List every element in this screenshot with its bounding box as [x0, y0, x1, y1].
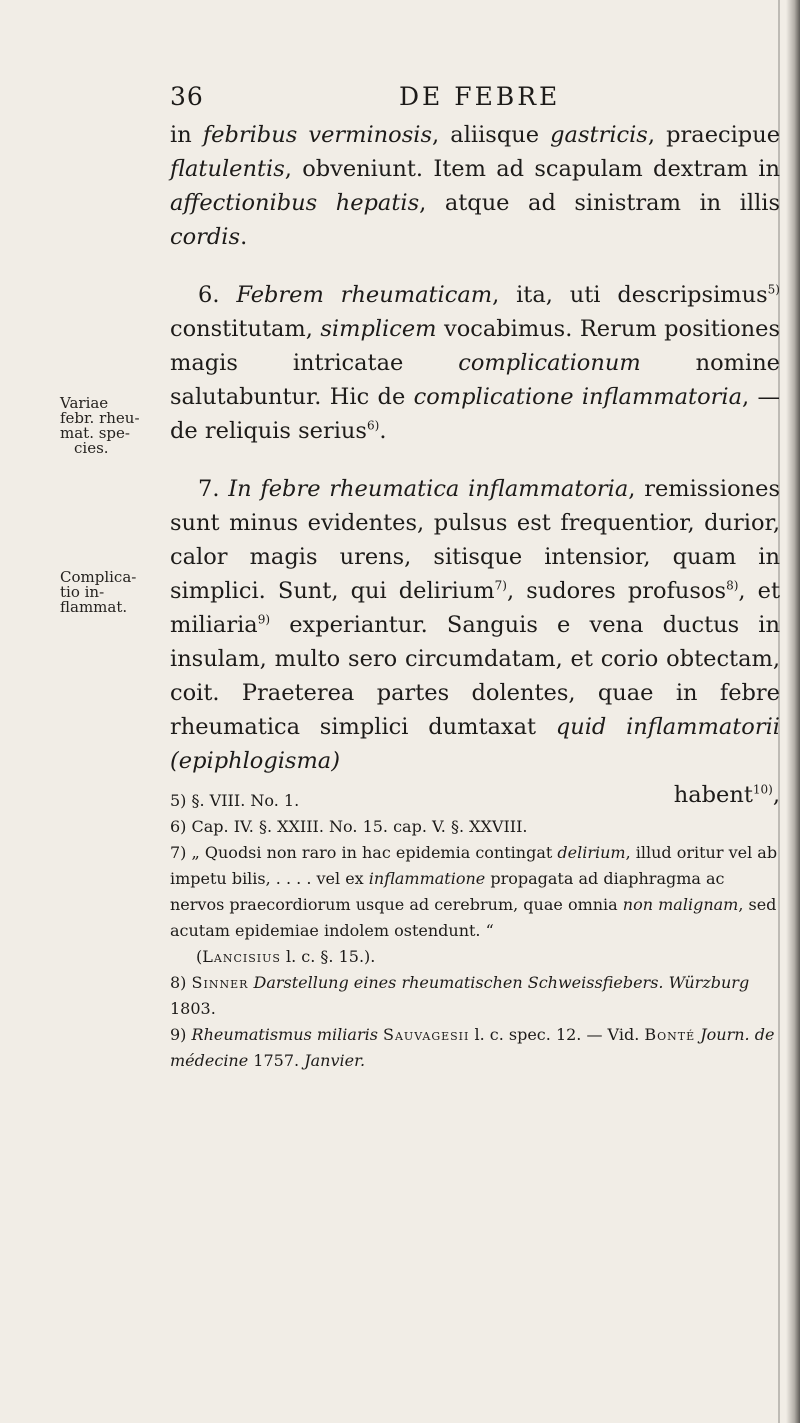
footnote-ref: 6) — [366, 418, 380, 433]
margin-note-line: tio in- — [60, 583, 105, 601]
footnote-5: 5) §. VIII. No. 1. — [170, 791, 300, 810]
footnotes — [170, 788, 780, 1074]
footnote-7: 7) „ Quodsi non raro in hac epidemia contingat delirium, illud oritur vel ab impetu bilis, . . . . vel ex inflammatione propagata ad diaphragma ac nervos praecordiorum usque ad cerebrum, quae omnia non malignam, sed acutam epidemiae indolem ostendunt. “ — [170, 843, 778, 940]
page-number: 36 — [170, 82, 204, 111]
page-header — [0, 82, 800, 122]
footnote-ref: 9) — [257, 612, 271, 627]
footnote-ref: 7) — [494, 578, 507, 593]
footnote-8: 8) Sinner Darstellung eines rheumatischen Schweissfiebers. Würzburg 1803. — [170, 973, 750, 1018]
page-edge-shadow — [786, 0, 800, 1423]
running-title: DE FEBRE — [399, 82, 561, 111]
margin-note-line: flammat. — [60, 598, 128, 616]
margin-note-line: mat. spe- — [60, 424, 130, 442]
footnote-ref: 10) — [752, 782, 773, 797]
section-number: 6. — [198, 282, 237, 308]
margin-note-line: febr. rheu- — [60, 409, 140, 427]
paragraph-section-6: 6. Febrem rheumaticam, ita, uti descripsimus$^{5)}$ constitutam, simplicem vocabimus. Rerum positiones magis intricatae complicationum nomine salutabuntur. Hic de complicatione inflammatoria, — de reliquis serius$^{6)}$. — [170, 282, 780, 444]
footnote-9: 9) Rheumatismus miliaris Sauvagesii l. c. spec. 12. — Vid. Bonté Journ. de médecine 1757. Janvier. — [170, 1025, 775, 1070]
main-text — [170, 118, 780, 812]
margin-note-complicatio — [60, 570, 168, 615]
footnote-6: 6) Cap. IV. §. XXIII. No. 15. cap. V. §. XXVIII. — [170, 817, 528, 836]
paragraph-section-7: 7. In febre rheumatica inflammatoria, remissiones sunt minus evidentes, pulsus est frequentior, durior, calor magis urens, sitisque intensior, quam in simplici. Sunt, qui delirium$^{7)}$, sudores profusos$^{8)}$, et miliaria$^{9)}$ experiantur. Sanguis e vena ductus in insulam, multo sero circumdatam, et corio obtectam, coit. Praeterea partes dolentes, quae in febre rheumatica simplici dumtaxat quid inflammatorii (epiphlogisma) habent$^{10)}$, — [170, 472, 780, 812]
margin-note-variae — [60, 396, 168, 456]
margin-note-line: Complica- — [60, 568, 137, 586]
footnote-7-source: (Lancisius l. c. §. 15.). — [196, 947, 376, 966]
footnote-ref: 5) — [767, 282, 780, 297]
margin-note-line: Variae — [60, 394, 109, 412]
section-number: 7. — [198, 476, 229, 502]
habent-line: habent$^{10)}$, — [673, 782, 780, 808]
footnote-ref: 8) — [726, 578, 739, 593]
margin-note-line: cies. — [74, 439, 109, 457]
paragraph-intro: in febribus verminosis, aliisque gastricis, praecipue flatulentis, obveniunt. Item ad scapulam dextram in affectionibus hepatis, atque ad sinistram in illis cordis. — [170, 122, 781, 250]
